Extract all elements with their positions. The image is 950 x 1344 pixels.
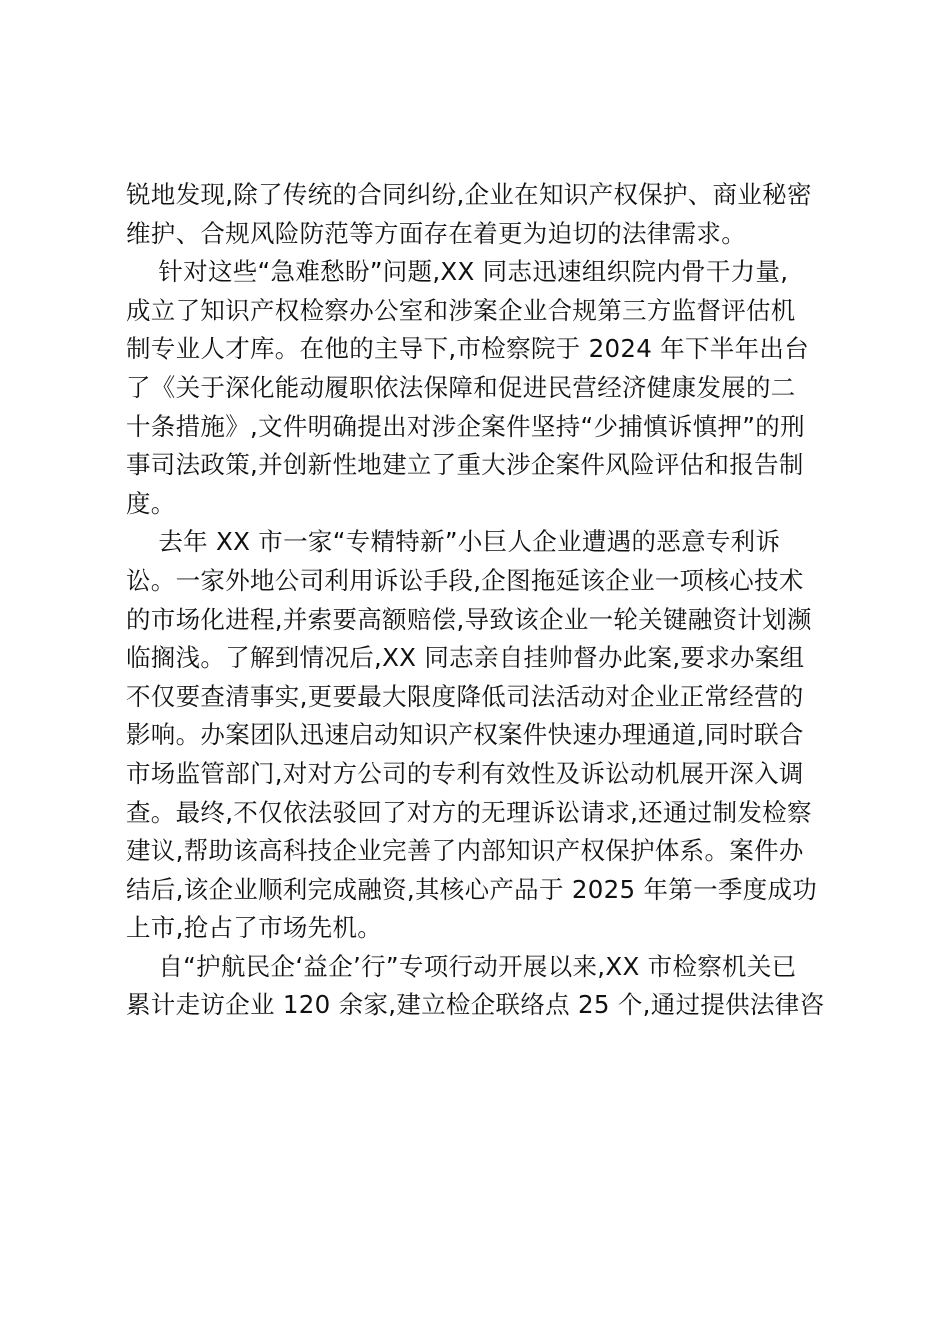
text-line: 临搁浅。了解到情况后,XX 同志亲自挂帅督办此案,要求办案组 (126, 643, 805, 673)
text-line: 市场监管部门,对对方公司的专利有效性及诉讼动机展开深入调 (126, 758, 804, 788)
text-line: 度。 (126, 488, 176, 518)
text-line: 不仅要查清事实,更要最大限度降低司法活动对企业正常经营的 (126, 681, 804, 711)
body-text (126, 176, 832, 1025)
text-line: 十条措施》,文件明确提出对涉企案件坚持“少捕慎诉慎押”的刑 (126, 411, 805, 441)
text-line: 影响。办案团队迅速启动知识产权案件快速办理通道,同时联合 (126, 720, 804, 750)
text-line: 讼。一家外地公司利用诉讼手段,企图拖延该企业一项核心技术 (126, 565, 804, 595)
text-line: 针对这些“急难愁盼”问题,XX 同志迅速组织院内骨干力量, (126, 257, 789, 287)
text-line: 累计走访企业 120 余家,建立检企联络点 25 个,通过提供法律咨 (126, 990, 825, 1020)
text-line: 成立了知识产权检察办公室和涉案企业合规第三方监督评估机 (126, 295, 796, 325)
text-line: 查。最终,不仅依法驳回了对方的无理诉讼请求,还通过制发检察 (126, 797, 812, 827)
text-line: 结后,该企业顺利完成融资,其核心产品于 2025 年第一季度成功 (126, 874, 818, 904)
text-line: 自“护航民企‘益企’行”专项行动开展以来,XX 市检察机关已 (126, 951, 797, 981)
text-line: 维护、合规风险防范等方面存在着更为迫切的法律需求。 (126, 218, 746, 248)
text-line: 事司法政策,并创新性地建立了重大涉企案件风险评估和报告制 (126, 450, 804, 480)
text-line: 了《关于深化能动履职依法保障和促进民营经济健康发展的二 (126, 372, 796, 402)
text-line: 上市,抢占了市场先机。 (126, 913, 383, 943)
text-line: 制专业人才库。在他的主导下,市检察院于 2024 年下半年出台 (126, 334, 810, 364)
text-line: 建议,帮助该高科技企业完善了内部知识产权保护体系。案件办 (126, 836, 804, 866)
text-line: 锐地发现,除了传统的合同纠纷,企业在知识产权保护、商业秘密 (126, 180, 812, 209)
text-line: 的市场化进程,并索要高额赔偿,导致该企业一轮关键融资计划濒 (126, 604, 812, 634)
text-line: 去年 XX 市一家“专精特新”小巨人企业遭遇的恶意专利诉 (126, 527, 781, 557)
